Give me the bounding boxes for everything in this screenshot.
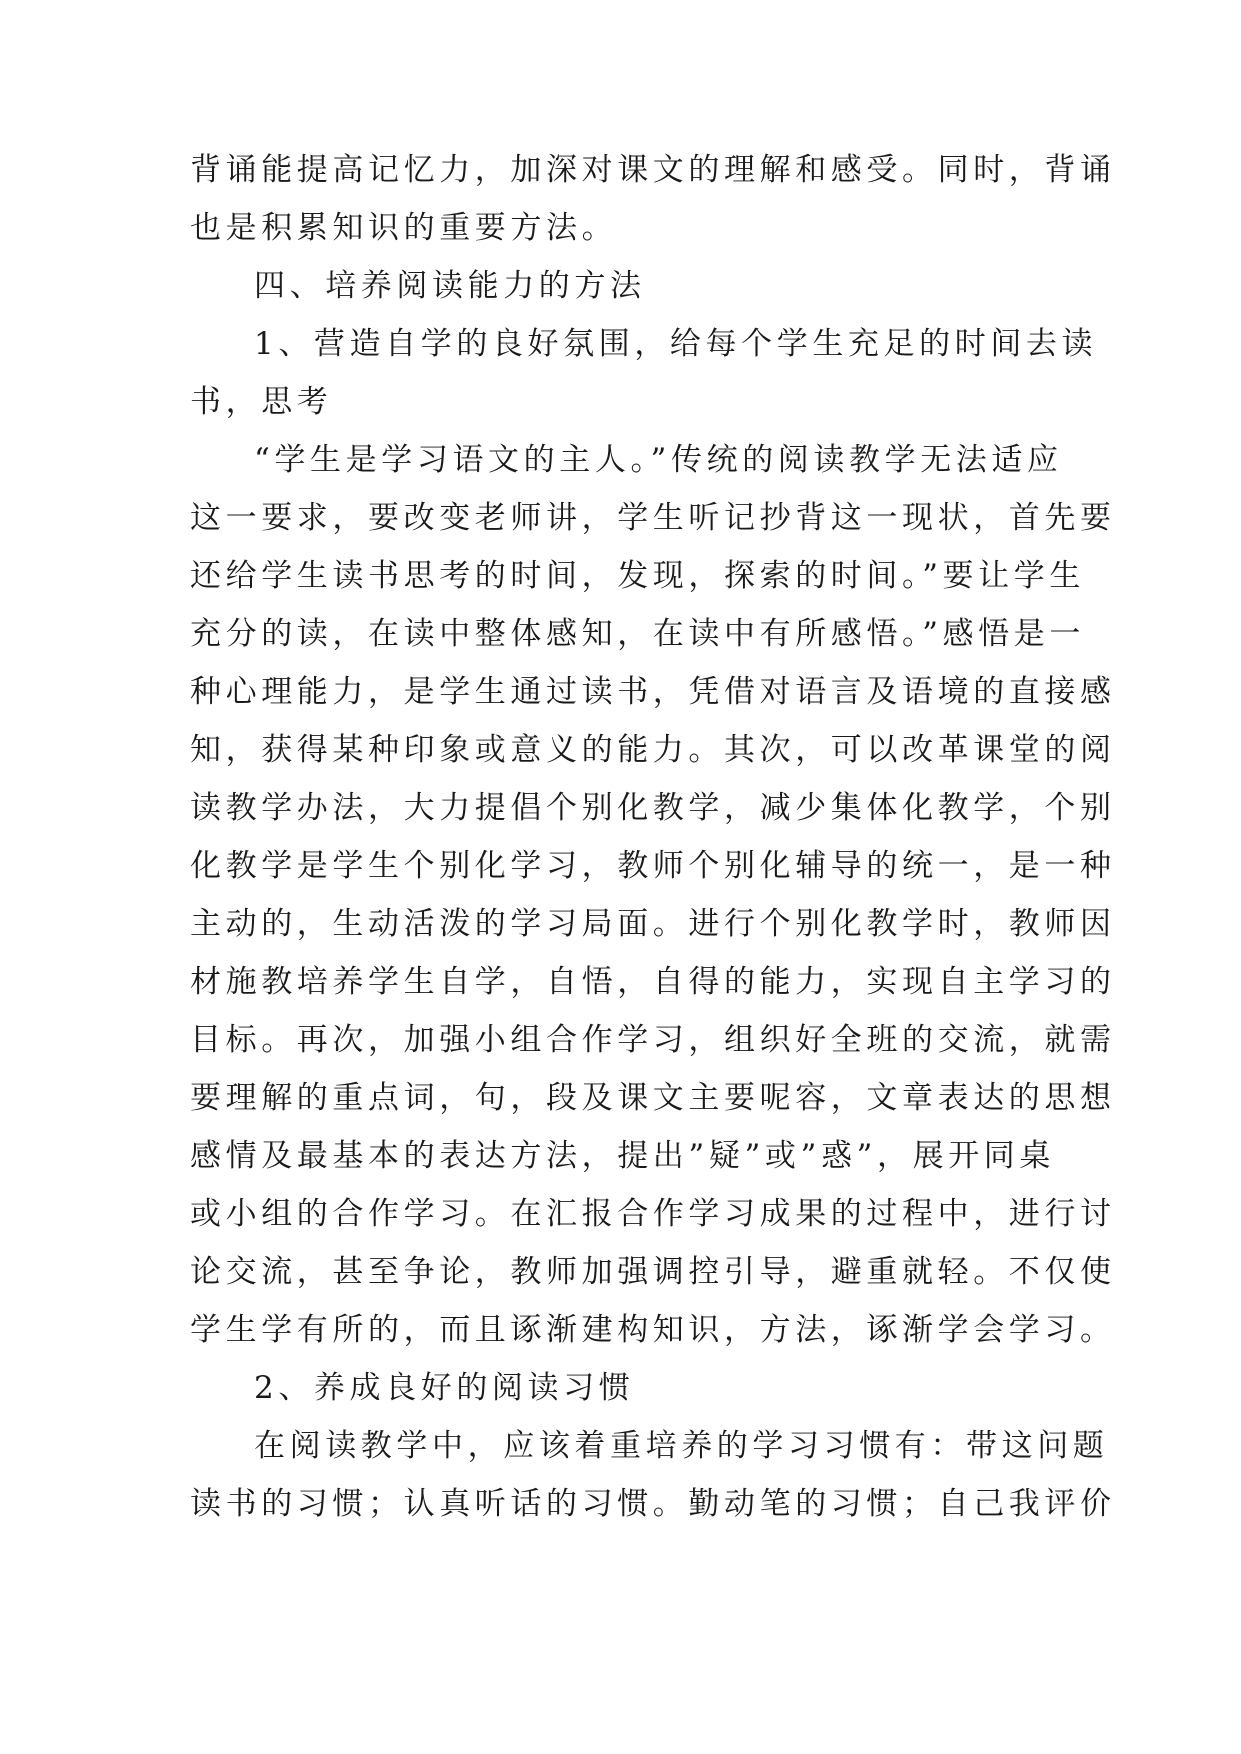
subsection-heading: 2、养成良好的阅读习惯 — [254, 1370, 635, 1406]
text-line: “学生是学习语文的主人。”传统的阅读教学无法适应 — [254, 442, 1063, 478]
text-line: 这一要求，要改变老师讲，学生听记抄背这一现状，首先要 — [190, 500, 1116, 536]
text-line: 在阅读教学中，应该着重培养的学习习惯有：带这问题 — [254, 1428, 1109, 1464]
text-line: 背诵能提高记忆力，加深对课文的理解和感受。同时，背诵 — [190, 152, 1116, 188]
text-line: 读书的习惯；认真听话的习惯。勤动笔的习惯；自己我评价 — [190, 1486, 1116, 1522]
text-line: 感情及最基本的表达方法，提出”疑”或”惑”，展开同桌 — [190, 1138, 1055, 1174]
subsection-heading: 1、营造自学的良好氛围，给每个学生充足的时间去读 — [254, 326, 1098, 362]
text-line: 论交流，甚至争论，教师加强调控引导，避重就轻。不仅使 — [190, 1254, 1116, 1290]
text-line: 要理解的重点词，句，段及课文主要呢容，文章表达的思想 — [190, 1080, 1116, 1116]
text-line: 知，获得某种印象或意义的能力。其次，可以改革课堂的阅 — [190, 732, 1116, 768]
subsection-heading-continued: 书，思考 — [190, 384, 333, 420]
text-line: 主动的，生动活泼的学习局面。进行个别化教学时，教师因 — [190, 906, 1116, 942]
section-heading: 四、培养阅读能力的方法 — [254, 268, 646, 304]
text-line: 充分的读，在读中整体感知，在读中有所感悟。”感悟是一 — [190, 616, 1085, 652]
text-line: 还给学生读书思考的时间，发现，探索的时间。”要让学生 — [190, 558, 1085, 594]
text-line: 化教学是学生个别化学习，教师个别化辅导的统一，是一种 — [190, 848, 1116, 884]
text-line: 材施教培养学生自学，自悟，自得的能力，实现自主学习的 — [190, 964, 1116, 1000]
text-line: 目标。再次，加强小组合作学习，组织好全班的交流，就需 — [190, 1022, 1116, 1058]
text-line: 或小组的合作学习。在汇报合作学习成果的过程中，进行讨 — [190, 1196, 1116, 1232]
text-line: 也是积累知识的重要方法。 — [190, 210, 618, 246]
text-line: 学生学有所的，而且诼渐建构知识，方法，诼渐学会学习。 — [190, 1312, 1116, 1348]
text-line: 读教学办法，大力提倡个别化教学，减少集体化教学，个别 — [190, 790, 1116, 826]
text-line: 种心理能力，是学生通过读书，凭借对语言及语境的直接感 — [190, 674, 1116, 710]
